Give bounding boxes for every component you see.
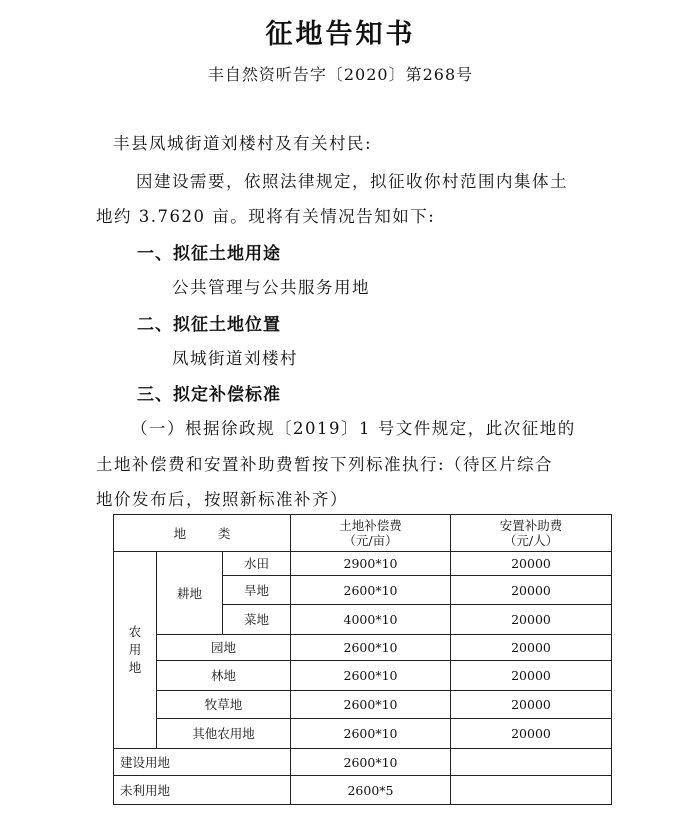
resettlement-subsidy: 20000 bbox=[451, 691, 612, 719]
standard-line-3: 地价发布后，按照新标准补齐） bbox=[96, 490, 348, 509]
land-type: 菜地 bbox=[223, 605, 291, 635]
land-type: 旱地 bbox=[223, 576, 291, 605]
section-1-body: 公共管理与公共服务用地 bbox=[172, 278, 370, 297]
land-compensation: 2600*10 bbox=[291, 576, 451, 605]
resettlement-subsidy: 20000 bbox=[451, 576, 612, 605]
resettlement-subsidy: 20000 bbox=[451, 719, 612, 749]
land-type: 未利用地 bbox=[114, 776, 291, 805]
section-2-heading: 二、拟征土地位置 bbox=[137, 315, 281, 335]
salutation: 丰县凤城街道刘楼村及有关村民: bbox=[113, 134, 373, 153]
table-row bbox=[114, 635, 612, 661]
land-compensation: 2600*5 bbox=[291, 776, 451, 805]
land-compensation: 2600*10 bbox=[291, 691, 451, 719]
group-cultivated-land: 耕地 bbox=[157, 552, 223, 635]
header-land-compensation bbox=[291, 515, 451, 552]
header-resettlement-label: 安置补助费 bbox=[499, 518, 563, 533]
table-row bbox=[114, 552, 612, 576]
standard-line-2: 土地补偿费和安置补助费暂按下列标准执行:（待区片综合 bbox=[96, 455, 554, 474]
intro-line-2: 地约 3.7620 亩。现将有关情况告知如下: bbox=[96, 207, 436, 226]
table-row bbox=[114, 661, 612, 691]
table-row bbox=[114, 776, 612, 805]
header-resettlement bbox=[451, 515, 612, 552]
document-number: 丰自然资听告字〔2020〕第268号 bbox=[207, 65, 474, 84]
header-resettlement-unit: （元/人） bbox=[503, 533, 559, 548]
page-title: 征地告知书 bbox=[265, 19, 416, 50]
intro-line-1: 因建设需要，依照法律规定，拟征收你村范围内集体土 bbox=[136, 172, 568, 191]
section-1-heading: 一、拟征土地用途 bbox=[137, 244, 281, 264]
land-compensation: 2600*10 bbox=[291, 719, 451, 749]
land-type: 建设用地 bbox=[114, 749, 291, 776]
land-type: 水田 bbox=[223, 552, 291, 576]
resettlement-subsidy: 20000 bbox=[451, 605, 612, 635]
land-type: 其他农用地 bbox=[157, 719, 291, 749]
header-land-compensation-label: 土地补偿费 bbox=[339, 518, 402, 533]
table-row bbox=[114, 691, 612, 719]
resettlement-subsidy: 20000 bbox=[451, 552, 612, 576]
standard-line-1: （一）根据徐政规〔2019〕1 号文件规定，此次征地的 bbox=[131, 419, 576, 438]
land-type: 林地 bbox=[157, 661, 291, 691]
header-land-compensation-unit: （元/亩） bbox=[343, 533, 398, 548]
land-compensation: 2600*10 bbox=[291, 749, 451, 776]
land-compensation: 2600*10 bbox=[291, 635, 451, 661]
header-land-category: 地 类 bbox=[114, 515, 291, 552]
table-header-row bbox=[114, 515, 612, 552]
land-compensation: 2600*10 bbox=[291, 661, 451, 691]
group-agricultural-land bbox=[114, 552, 157, 749]
table-row bbox=[114, 749, 612, 776]
table-row bbox=[114, 719, 612, 749]
section-3-heading: 三、拟定补偿标准 bbox=[137, 385, 281, 405]
section-2-body: 凤城街道刘楼村 bbox=[172, 349, 298, 368]
resettlement-subsidy bbox=[451, 776, 612, 805]
land-type: 园地 bbox=[157, 635, 291, 661]
resettlement-subsidy bbox=[451, 749, 612, 776]
compensation-table bbox=[113, 514, 612, 805]
land-compensation: 4000*10 bbox=[291, 605, 451, 635]
resettlement-subsidy: 20000 bbox=[451, 661, 612, 691]
resettlement-subsidy: 20000 bbox=[451, 635, 612, 661]
land-type: 牧草地 bbox=[157, 691, 291, 719]
land-compensation: 2900*10 bbox=[291, 552, 451, 576]
group-agricultural-land-label: 农用地 bbox=[128, 624, 142, 675]
